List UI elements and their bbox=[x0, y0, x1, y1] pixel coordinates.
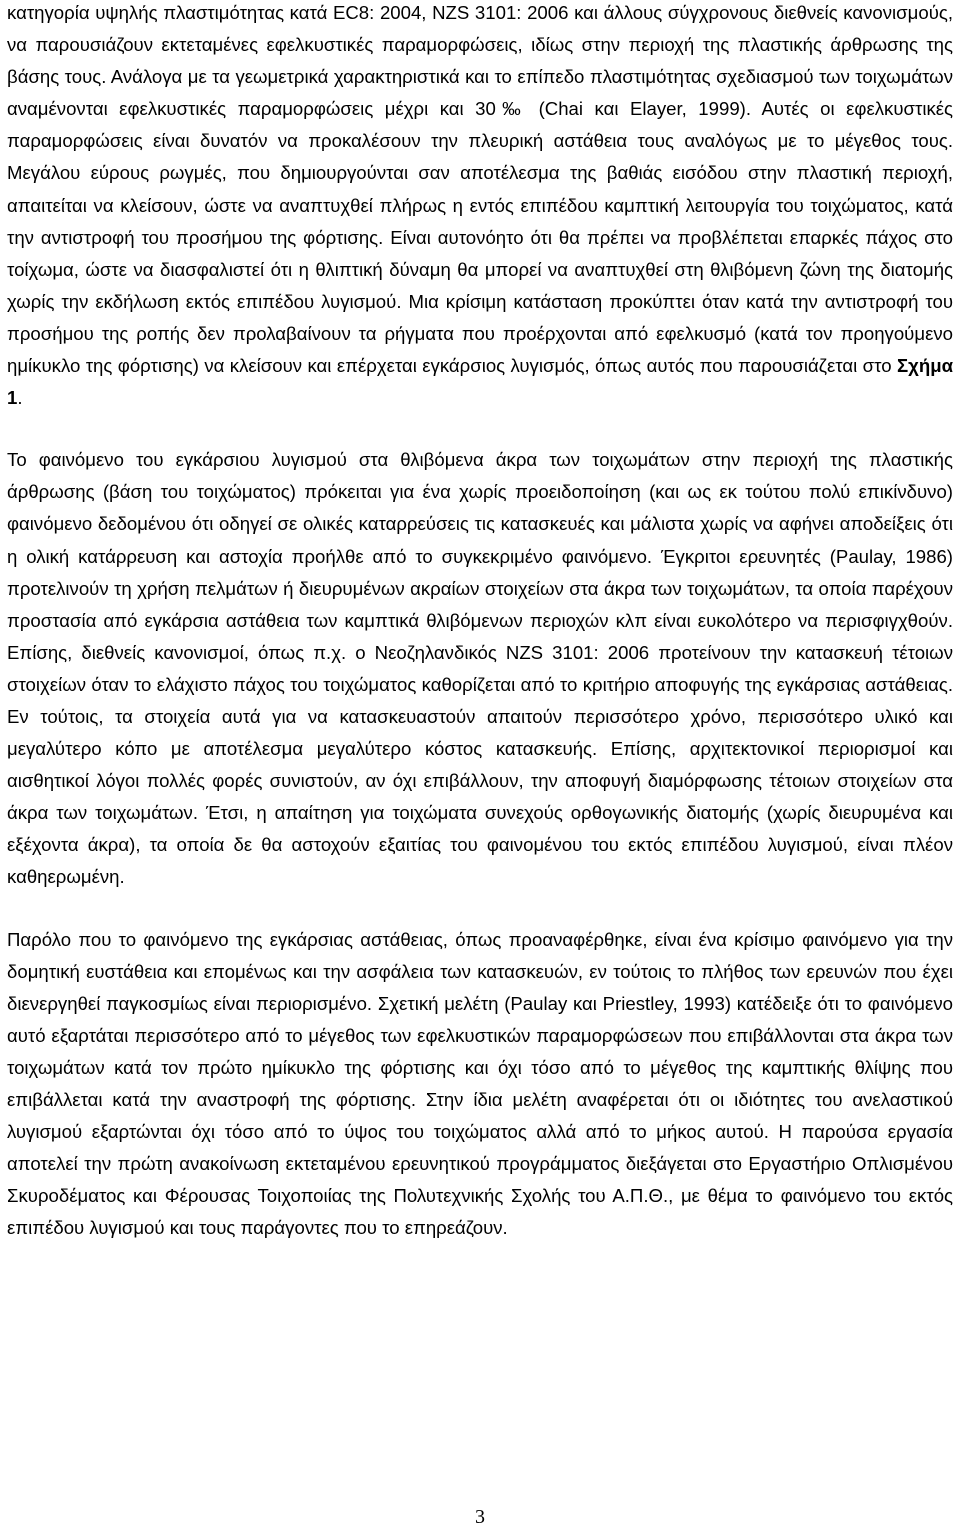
paragraph-3: Παρόλο που το φαινόμενο της εγκάρσιας αστάθειας, όπως προαναφέρθηκε, είναι ένα κρίσιμο φαινόμενο για την δομητική ευστάθεια και επομένως και την ασφάλεια των κατασκευών, εν τούτοις το πλήθος των ερευνών που έχει διενεργηθεί παγκοσμίως είναι περιορισμένο. Σχετική μελέτη (Paulay και Priestley, 1993) κατέδειξε ότι το φαινόμενο αυτό εξαρτάται περισσότερο από το μέγεθος των εφελκυστικών παραμορφώσεων που επιβάλλονται στα άκρα των τοιχωμάτων κατά τον πρώτο ημίκυκλο της φόρτισης και όχι τόσο από το μέγεθος της καμπτικής θλίψης που επιβάλλεται κατά την αναστροφή της φόρτισης. Στην ίδια μελέτη αναφέρεται ότι οι ιδιότητες του ανελαστικού λυγισμού εξαρτώνται όχι τόσο από το ύψος του τοιχώματος αλλά από το μήκος αυτού. Η παρούσα εργασία αποτελεί την πρώτη ανακοίνωση εκτεταμένου ερευνητικού προγράμματος διεξάγεται στο Εργαστήριο Οπλισμένου Σκυροδέματος και Φέρουσας Τοιχοποιίας της Πολυτεχνικής Σχολής του Α.Π.Θ., με θέμα το φαινόμενο του εκτός επιπέδου λυγισμού και τους παράγοντες που το επηρεάζουν. bbox=[7, 928, 953, 1239]
paragraph-2: Το φαινόμενο του εγκάρσιου λυγισμού στα θλιβόμενα άκρα των τοιχωμάτων στην περιοχή της πλαστικής άρθρωσης (βάση του τοιχώματος) πρόκειται για ένα χωρίς προειδοποίηση (και ως εκ τούτου πολύ επικίνδυνο) φαινόμενο δεδομένου ότι οδηγεί σε ολικές καταρρεύσεις τις κατασκευές και μάλιστα χωρίς να αφήνει αποδείξεις ότι η ολική κατάρρευση και αστοχία προήλθε από το συγκεκριμένο φαινόμενο. Έγκριτοι ερευνητές (Paulay, 1986) προτελινούν τη χρήση πελμάτων ή διευρυμένων ακραίων στοιχείων στα άκρα των τοιχωμάτων, τα οποία παρέχουν προστασία από εγκάρσια αστάθεια των καμπτικά θλιβόμενων περιοχών κλπ είναι ευκολότερο να περισφιγχθούν. Επίσης, διεθνείς κανονισμοί, όπως π.χ. ο Νεοζηλανδικός NZS 3101: 2006 προτείνουν την κατασκευή τέτοιων στοιχείων όταν το ελάχιστο πάχος του τοιχώματος καθορίζεται από το κριτήριο αποφυγής της εγκάρσιας αστάθειας. Εν τούτοις, τα στοιχεία αυτά για να κατασκευαστούν απαιτούν περισσότερο χρόνο, περισσότερο υλικό και μεγαλύτερο κόπο με αποτέλεσμα μεγαλύτερο κόστος κατασκευής. Επίσης, αρχιτεκτονικοί περιορισμοί και αισθητικοί λόγοι πολλές φορές συνιστούν, αν όχι επιβάλλουν, την αποφυγή διαμόρφωσης τέτοιων στοιχείων στα άκρα των τοιχωμάτων. Έτσι, η απαίτηση για τοιχώματα συνεχούς ορθογωνικής διατομής (χωρίς διευρυμένα και εξέχοντα άκρα), τα οποία δε θα αστοχούν εξαιτίας του φαινομένου του εκτός επιπέδου λυγισμού, είναι πλέον καθηερωμένη. bbox=[7, 449, 953, 888]
paragraph-1-text: κατηγορία υψηλής πλαστιμότητας κατά EC8: 2004, NZS 3101: 2006 και άλλους σύγχρονους διεθνείς κανονισμούς, να παρουσιάζουν εκτεταμένες εφελκυστικές παραμορφώσεις, ιδίως στην περιοχή της πλαστικής άρθρωσης της βάσης τους. Ανάλογα με τα γεωμετρικά χαρακτηριστικά και το επίπεδο πλαστιμότητας σχεδιασμού των τοιχωμάτων αναμένονται εφελκυστικές παραμορφώσεις μέχρι και 30‰ (Chai και Elayer, 1999). Αυτές οι εφελκυστικές παραμορφώσεις είναι δυνατόν να προκαλέσουν την πλευρική αστάθεια τους αναλόγως με το μέγεθος τους. Μεγάλου εύρους ρωγμές, που δημιουργούνται σαν αποτέλεσμα της βαθιάς εισόδου στην πλαστική περιοχή, απαιτείται να κλείσουν, ώστε να αναπτυχθεί πλήρως η εντός επιπέδου καμπτική λειτουργία του τοιχώματος, κατά την αντιστροφή του προσήμου της φόρτισης. Είναι αυτονόητο ότι θα πρέπει να προβλέπεται επαρκές πάχος στο τοίχωμα, ώστε να διασφαλιστεί ότι η θλιπτική δύναμη θα μπορεί να αναπτυχθεί στη θλιβόμενη ζώνη της διατομής χωρίς την εκδήλωση εκτός επιπέδου λυγισμού. Μια κρίσιμη κατάσταση προκύπτει όταν κατά την αντιστροφή του προσήμου της ροπής δεν προλαβαίνουν τα ρήγματα που προέρχονται από εφελκυσμό (κατά τον προηγούμενο ημίκυκλο της φόρτισης) να κλείσουν και επέρχεται εγκάρσιος λυγισμός, όπως αυτός που παρουσιάζεται στο bbox=[7, 2, 953, 377]
paragraph-1-end: . bbox=[17, 387, 23, 409]
figure-reference[interactable]: Σχήμα 1 bbox=[7, 355, 953, 409]
page-number: 3 bbox=[475, 1506, 485, 1528]
paragraph-1 bbox=[7, 0, 953, 414]
document-page bbox=[7, 0, 953, 1244]
